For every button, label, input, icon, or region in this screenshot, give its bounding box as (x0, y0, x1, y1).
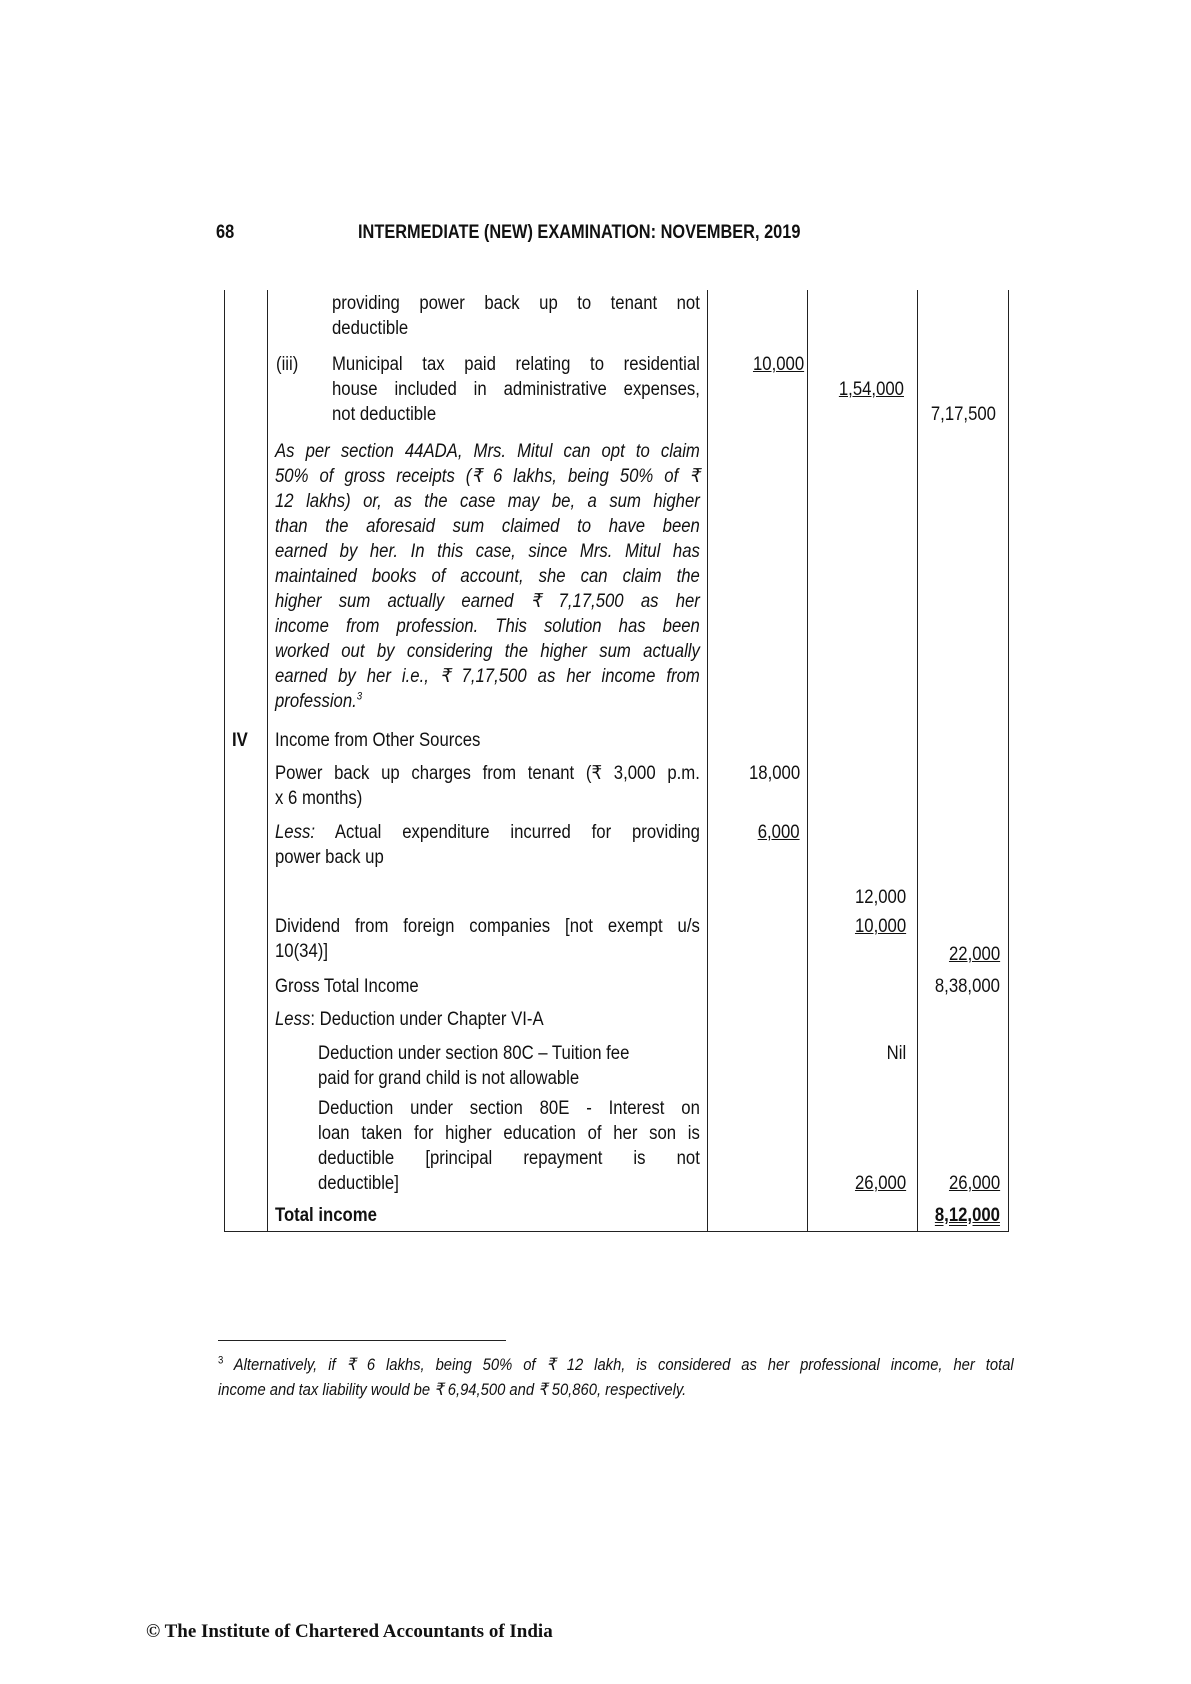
table-border-bottom (224, 1231, 1009, 1232)
less-label: Less (275, 1009, 311, 1030)
dividend-text (275, 914, 700, 964)
table-divider-3 (807, 290, 808, 1231)
text-segment: : Deduction under Chapter VI-A (310, 1009, 544, 1030)
text-line: Dividend from foreign companies [not exempt u/s (275, 916, 700, 937)
text-segment: Actual expenditure incurred for providing (334, 822, 700, 843)
text-line: not deductible (332, 404, 437, 425)
deduction-80e-text (318, 1096, 700, 1196)
net-power-income: 12,000 (854, 887, 906, 908)
text-line: paid for grand child is not allowable (318, 1068, 580, 1089)
text-line (218, 1352, 1014, 1377)
deduction-80c-amount: Nil (886, 1043, 906, 1064)
text-line: 12 lakhs) or, as the case may be, a sum higher (275, 491, 700, 512)
footnote-marker: 3 (218, 1354, 224, 1367)
page-header-title: INTERMEDIATE (NEW) EXAMINATION: NOVEMBER, 2019 (358, 222, 801, 243)
section-44ada-note (275, 439, 700, 714)
deduction-80e-amount: 26,000 (854, 1173, 906, 1194)
power-backup-note (332, 291, 700, 341)
text-line: deductible (332, 318, 409, 339)
text-line: Power back up charges from tenant (₹ 3,000 p.m. (275, 763, 700, 784)
text-line: income from profession. This solution has been (275, 616, 700, 637)
footnote (218, 1352, 1014, 1402)
text-line: power back up (275, 847, 384, 868)
item-iii-amount: 10,000 (752, 354, 804, 375)
text-line: As per section 44ADA, Mrs. Mitul can opt to claim (275, 441, 700, 462)
text-line: higher sum actually earned ₹ 7,17,500 as her (275, 591, 700, 612)
head-iv-title: Income from Other Sources (275, 730, 481, 751)
item-iii-marker: (iii) (276, 354, 299, 375)
profession-income-total: 7,17,500 (930, 404, 996, 425)
footnote-rule (218, 1340, 506, 1341)
item-iii-text (332, 352, 700, 427)
text-line: 50% of gross receipts (₹ 6 lakhs, being 50% of ₹ (275, 466, 700, 487)
text-line: 10(34)] (275, 941, 328, 962)
disallowance-subtotal: 1,54,000 (838, 379, 904, 400)
text-line: than the aforesaid sum claimed to have been (275, 516, 700, 537)
text-line: house included in administrative expenses, (332, 379, 700, 400)
dividend-amount: 10,000 (854, 916, 906, 937)
less-expenditure-amount: 6,000 (758, 822, 800, 843)
text-line: earned by her. In this case, since Mrs. Mitul has (275, 541, 700, 562)
text-line: income and tax liability would be ₹ 6,94,500 and ₹ 50,860, respectively. (218, 1380, 687, 1399)
page-number: 68 (216, 222, 235, 243)
other-sources-total: 22,000 (948, 944, 1000, 965)
text-line: x 6 months) (275, 788, 363, 809)
text-line: Municipal tax paid relating to residential (332, 354, 700, 375)
head-iv-marker: IV (232, 730, 248, 751)
text-line: deductible [principal repayment is not (318, 1148, 700, 1169)
text-segment: Alternatively, if ₹ 6 lakhs, being 50% of ₹ 12 lakh, is considered as her professional income, her total (233, 1355, 1014, 1374)
text-line: deductible] (318, 1173, 399, 1194)
table-divider-1 (267, 290, 268, 1231)
table-divider-4 (917, 290, 918, 1231)
table-border-left (224, 290, 225, 1231)
table-border-right (1008, 290, 1009, 1231)
total-income-label: Total income (275, 1205, 377, 1226)
power-charges-text (275, 761, 700, 811)
gross-total-income-amount: 8,38,000 (934, 976, 1000, 997)
text-segment: profession. (275, 691, 357, 712)
text-line (275, 689, 700, 714)
text-line: Deduction under section 80E - Interest on (318, 1098, 700, 1119)
less-label: Less: (275, 822, 315, 843)
text-line: loan taken for higher education of her son is (318, 1123, 700, 1144)
text-line (275, 820, 700, 845)
gross-total-income-label: Gross Total Income (275, 976, 419, 997)
deduction-total: 26,000 (948, 1173, 1000, 1194)
copyright-footer: © The Institute of Chartered Accountants of India (146, 1621, 553, 1642)
text-line: providing power back up to tenant not (332, 293, 700, 314)
footnote-reference: 3 (356, 690, 363, 703)
less-expenditure-text (275, 820, 700, 870)
deduction-80c-text (318, 1041, 700, 1091)
text-line: maintained books of account, she can claim the (275, 566, 700, 587)
text-line: Deduction under section 80C – Tuition fee (318, 1043, 630, 1064)
power-charges-amount: 18,000 (748, 763, 800, 784)
deduction-heading (275, 1007, 544, 1032)
table-divider-2 (707, 290, 708, 1231)
total-income-amount: 8,12,000 (934, 1205, 1000, 1226)
text-line: worked out by considering the higher sum actually (275, 641, 700, 662)
text-line: earned by her i.e., ₹ 7,17,500 as her income from (275, 666, 700, 687)
